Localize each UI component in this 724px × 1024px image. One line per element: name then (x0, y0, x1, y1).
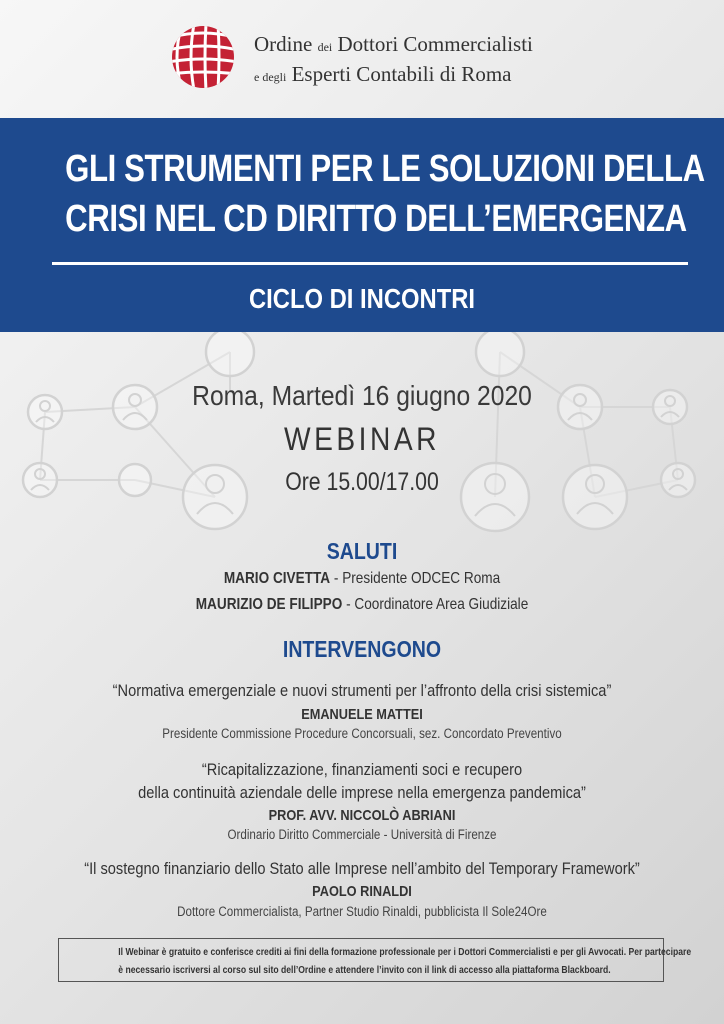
notice-line1: Il Webinar è gratuito e conferisce crediti ai fini della formazione professionale per i Dottori Commercialisti e per gli Avvocati. Per partecipare (118, 946, 692, 958)
talk-speaker: PAOLO RINALDI (312, 883, 412, 900)
person-name: MARIO CIVETTA (223, 570, 331, 587)
title-line1: GLI STRUMENTI PER LE SOLUZIONI DELLA (65, 148, 705, 190)
talk-title: “Ricapitalizzazione, finanziamenti soci e recupero (201, 760, 523, 779)
registration-notice (58, 938, 692, 982)
notice-line2: è necessario iscriversi al corso sul sito dell’Ordine e attendere l’invito con il link di accesso alla piattaforma Blackboard. (118, 964, 611, 976)
person-role: - Presidente ODCEC Roma (330, 570, 501, 587)
talk-title: “Il sostegno finanziario dello Stato alle Imprese nell’ambito del Temporary Framework” (84, 859, 640, 878)
header (0, 0, 724, 118)
person-name: MAURIZIO DE FILIPPO (195, 596, 343, 613)
talk-speaker: EMANUELE MATTEI (301, 706, 423, 723)
saluti-person (54, 570, 669, 588)
event-time: Ore 15.00/17.00 (285, 468, 439, 496)
title-line2: CRISI NEL CD DIRITTO DELL’EMERGENZA (65, 198, 687, 240)
talk-title-line2: della continuità aziendale delle imprese nella emergenza pandemica” (138, 783, 586, 802)
talk-speaker-role: Ordinario Diritto Commerciale - Università di Firenze (227, 827, 497, 842)
org-name-line2: e degli Esperti Contabili di Roma (254, 62, 512, 86)
globe-logo-icon (168, 24, 238, 90)
banner-divider (52, 262, 688, 265)
talk-speaker-role: Presidente Commissione Procedure Concorsuali, sez. Concordato Preventivo (162, 726, 562, 741)
talk-speaker-role: Dottore Commercialista, Partner Studio Rinaldi, pubblicista Il Sole24Ore (177, 904, 547, 919)
person-role: - Coordinatore Area Giudiziale (342, 596, 529, 613)
saluti-heading: SALUTI (326, 538, 398, 564)
saluti-person (54, 596, 669, 614)
intervengono-heading: INTERVENGONO (282, 636, 442, 662)
talk-speaker: PROF. AVV. NICCOLÒ ABRIANI (268, 807, 456, 824)
series-subtitle: CICLO DI INCONTRI (248, 283, 476, 314)
event-date: Roma, Martedì 16 giugno 2020 (192, 380, 532, 411)
event-format: WEBINAR (283, 421, 441, 457)
org-name-line1: Ordine dei Dottori Commercialisti (254, 32, 533, 56)
talk-title: “Normativa emergenziale e nuovi strumenti per l’affronto della crisi sistemica” (112, 681, 612, 700)
